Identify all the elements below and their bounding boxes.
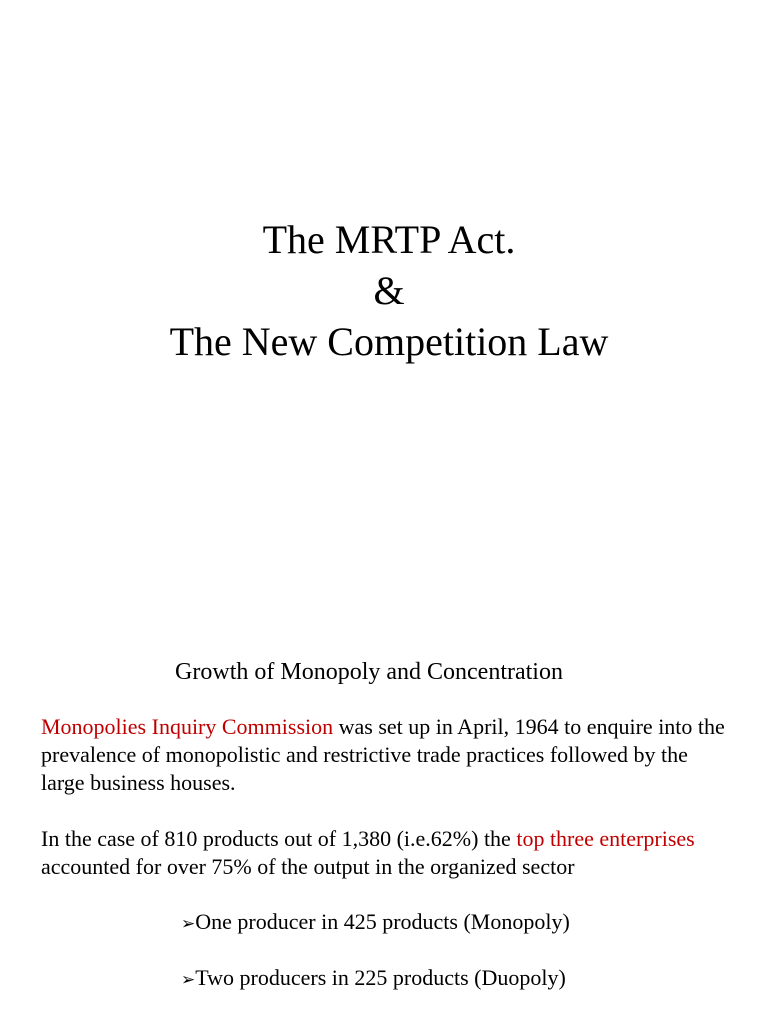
title-line-2: The New Competition Law xyxy=(169,319,609,364)
paragraph-products-text-after: accounted for over 75% of the output in the organized sector xyxy=(41,854,575,879)
bullet-text: One producer in 425 products (Monopoly) xyxy=(195,909,570,934)
document-title xyxy=(0,214,768,367)
arrow-bullet-icon: ➢ xyxy=(181,970,196,990)
arrow-bullet-icon: ➢ xyxy=(181,914,196,934)
section-heading: Growth of Monopoly and Concentration xyxy=(175,659,563,685)
highlight-commission: Monopolies Inquiry Commission xyxy=(41,714,334,739)
paragraph-commission-text: was set up in April, 1964 to enquire into the prevalence of monopolistic and restrictive trade practices followed by the large business houses. xyxy=(41,714,725,795)
bullet-text: Two producers in 225 products (Duopoly) xyxy=(195,965,566,990)
paragraph-products xyxy=(41,825,731,881)
title-line-1: The MRTP Act. xyxy=(262,217,516,262)
paragraph-products-text-before: In the case of 810 products out of 1,380 (i.e.62%) the xyxy=(41,826,517,851)
bullet-item xyxy=(181,908,570,938)
paragraph-commission xyxy=(41,713,731,797)
highlight-top-three: top three enterprises xyxy=(516,826,695,851)
title-ampersand: & xyxy=(373,268,405,313)
bullet-item xyxy=(181,964,566,994)
